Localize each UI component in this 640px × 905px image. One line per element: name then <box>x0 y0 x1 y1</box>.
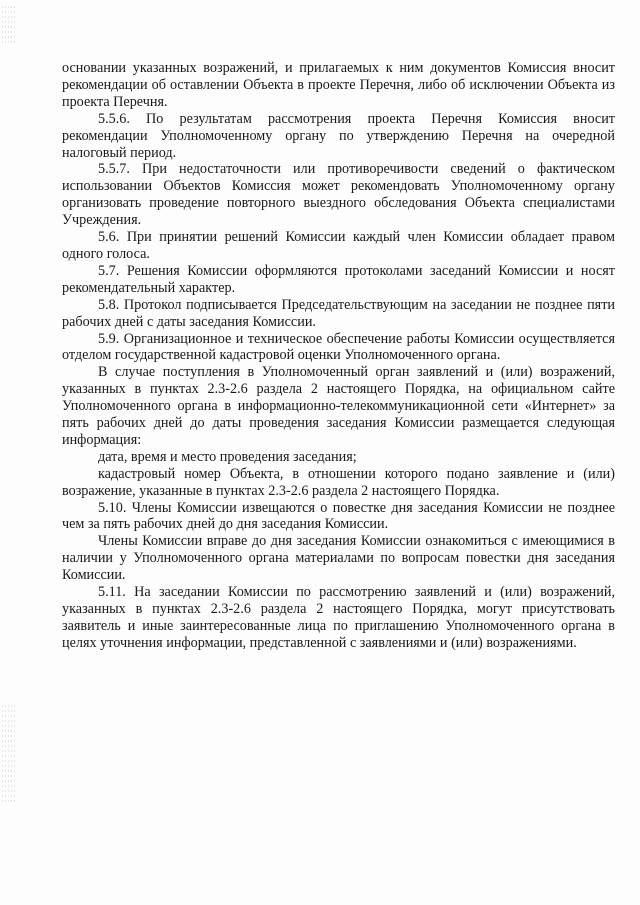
paragraph-5-8: 5.8. Протокол подписывается Председательствующим на заседании не позднее пяти рабочих дней с даты заседания Комиссии. <box>62 296 615 330</box>
paragraph-5-6: 5.6. При принятии решений Комиссии каждый член Комиссии обладает правом одного голоса. <box>62 229 615 262</box>
paragraph-members-review: Члены Комиссии вправе до дня заседания Комиссии ознакомиться с имеющимися в наличии у Уполномоченного органа материалами по вопросам повестки дня заседания Комиссии. <box>62 533 615 584</box>
paragraph-publication-notice: В случае поступления в Уполномоченный орган заявлений и (или) возражений, указанных в пунктах 2.3-2.6 раздела 2 настоящего Порядка, на официальном сайте Уполномоченного органа в информационно-телекоммуникационной сети «Интернет» за пять рабочих дней до даты проведения заседания Комиссии размещается следующая информация: <box>62 364 615 448</box>
scan-artifact-top <box>2 6 16 46</box>
scan-artifact-bottom <box>2 705 16 805</box>
paragraph-5-7: 5.7. Решения Комиссии оформляются протоколами заседаний Комиссии и носят рекомендательный характер. <box>62 262 615 296</box>
paragraph-5-5-6: 5.5.6. По результатам рассмотрения проекта Перечня Комиссия вносит рекомендации Уполномоченному органу по утверждению Перечня на очередной налоговый период. <box>62 110 615 161</box>
paragraph-continuation: основании указанных возражений, и прилагаемых к ним документов Комиссия вносит рекомендации об оставлении Объекта в проекте Перечня, либо об исключении Объекта из проекта Перечня. <box>62 60 615 110</box>
document-body <box>62 60 615 652</box>
paragraph-list-item-cadastral: кадастровый номер Объекта, в отношении которого подано заявление и (или) возражение, указанные в пунктах 2.3-2.6 раздела 2 настоящего Порядка. <box>62 465 615 499</box>
paragraph-5-9: 5.9. Организационное и техническое обеспечение работы Комиссии осуществляется отделом государственной кадастровой оценки Уполномоченного органа. <box>62 330 615 364</box>
paragraph-5-10: 5.10. Члены Комиссии извещаются о повестке дня заседания Комиссии не позднее чем за пять рабочих дней до дня заседания Комиссии. <box>62 499 615 533</box>
paragraph-list-item-date: дата, время и место проведения заседания; <box>98 448 357 465</box>
paragraph-5-5-7: 5.5.7. При недостаточности или противоречивости сведений о фактическом использовании Объектов Комиссия может рекомендовать Уполномоченному органу организовать проведение повторного выездного обследования Объекта специалистами Учреждения. <box>62 161 615 229</box>
paragraph-5-11: 5.11. На заседании Комиссии по рассмотрению заявлений и (или) возражений, указанных в пунктах 2.3-2.6 раздела 2 настоящего Порядка, могут присутствовать заявитель и иные заинтересованные лица по приглашению Уполномоченного органа в целях уточнения информации, представленной с заявлениями и (или) возражениями. <box>62 584 615 651</box>
